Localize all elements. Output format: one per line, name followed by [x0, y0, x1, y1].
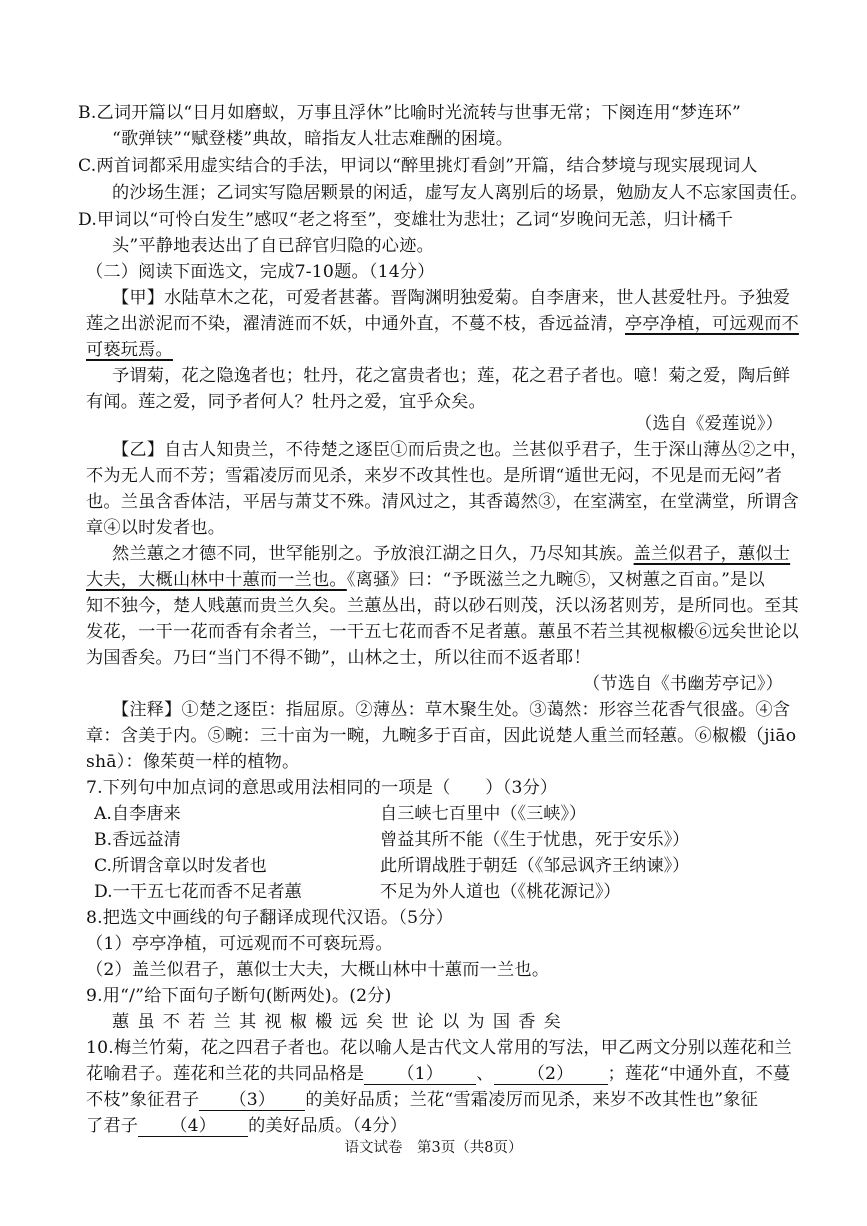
passage-yi-line-7: 知不独今，楚人贱蕙而贵兰久矣。兰蕙丛出，莳以砂石则茂，沃以汤茗则芳，是所同也。至其	[86, 596, 799, 616]
option-d-line-1: D.甲词以“可怜白发生”感叹“老之将至”，变雄壮为悲壮；乙词“岁晚问无恙，归计橘千	[78, 210, 734, 230]
passage-yi-line-2: 不为无人而不芳；雪霜凌厉而见杀，来岁不改其性也。是所谓“遁世无闷，不见是而无闷”者	[86, 466, 783, 486]
passage-jia-line-3	[86, 337, 798, 363]
passage-jia-line-4: 予谓菊，花之隐逸者也；牡丹，花之富贵者也；莲，花之君子者也。噫！菊之爱，陶后鲜	[112, 366, 791, 386]
q7-option-d-right: 不足为外人道也（《桃花源记》）	[380, 882, 621, 902]
q7-option-a-left: A.自李唐来	[94, 804, 181, 824]
passage-text: 莲之出淤泥而不染，濯清涟而不妖，中通外直，不蔓不枝，香远益清，	[86, 314, 626, 334]
question-8-part-1: （1）亭亭净植，可远观而不可亵玩焉。	[86, 934, 393, 954]
passage-text: 《离骚》曰：“予既滋兰之九畹⑤，又树蕙之百亩。”是以	[346, 570, 765, 590]
q7-option-a-right: 自三峡七百里中（《三峡》）	[380, 804, 587, 824]
answer-blank-2[interactable]: （2）	[494, 1064, 608, 1085]
section-heading: （二）阅读下面选文，完成7-10题。（14分）	[86, 262, 435, 282]
option-d-line-2: 头”平静地表达出了自已辞官归隐的心迹。	[112, 236, 434, 256]
option-c-line-2: 的沙场生涯；乙词实写隐居颗景的闲适，虚写友人离别后的场景，勉励友人不忘家国责任。	[112, 183, 808, 203]
passage-jia-line-2	[86, 311, 798, 337]
option-b-line-1: B.乙词开篇以“日月如磨蚁，万事且浮休”比喻时光流转与世事无常；下阕连用“梦连环”	[78, 103, 742, 123]
question-text: 花喻君子。莲花和兰花的共同品格是	[86, 1064, 365, 1084]
option-c-line-1: C.两首词都采用虚实结合的手法，甲词以“醉里挑灯看剑”开篇，结合梦境与现实展现词人	[78, 156, 758, 176]
q7-option-b-left: B.香远益清	[94, 830, 181, 850]
q7-option-b-right: 曾益其所不能（《生于忧患，死于安乐》）	[380, 830, 690, 850]
answer-blank-4[interactable]: （4）	[138, 1116, 248, 1137]
passage-yi-line-1: 【乙】自古人知贵兰，不待楚之逐臣①而后贵之也。兰甚似乎君子，生于深山薄丛②之中，	[112, 440, 808, 460]
passage-yi-line-3: 也。兰虽含香体洁，平居与萧艾不殊。清风过之，其香蔼然③，在室满室，在堂满堂，所谓含	[86, 492, 799, 512]
question-10-line-3	[86, 1087, 798, 1113]
passage-yi-source: （节选自《书幽芳亭记》）	[582, 674, 783, 694]
passage-text: 然兰蕙之才德不同，世罕能别之。予放浪江湖之日久，乃尽知其族。	[112, 544, 634, 564]
underlined-sentence-1b: 可亵玩焉。	[86, 340, 173, 360]
option-b-line-2: “歌弹铗”“赋登楼”典故，暗指友人壮志难酬的困境。	[112, 129, 514, 149]
q7-option-d-left: D.一干五七花而香不足者蕙	[94, 882, 302, 902]
question-text: 的美好品质；兰花“雪霜凌厉而见杀，来岁不改其性也”象征	[305, 1090, 758, 1110]
question-9-sentence: 蕙虽不若兰其视椒榝远矣世论以为国香矣	[112, 1012, 569, 1032]
annotation-line-2: 章：含美于内。⑤畹：三十亩为一畹，九畹多于百亩，因此说楚人重兰而轻蕙。⑥椒榝（jiāo	[86, 726, 797, 746]
passage-jia-source: （选自《爱莲说》）	[635, 414, 783, 434]
passage-yi-line-5	[112, 541, 798, 567]
question-text: 不枝”象征君子	[86, 1090, 200, 1110]
annotation-line-1: 【注释】①楚之逐臣：指屈原。②薄丛：草木聚生处。③蔼然：形容兰花香气很盛。④含	[112, 700, 791, 720]
underlined-sentence-1a: 亭亭净植，可远观而不	[625, 314, 799, 334]
page-footer: 语文试卷 第3页（共8页）	[344, 1140, 523, 1156]
answer-blank-3[interactable]: （3）	[199, 1090, 305, 1111]
question-9: 9.用“/”给下面句子断句(断两处)。(2分)	[86, 986, 392, 1006]
question-text: ；莲花“中通外直，不蔓	[607, 1064, 791, 1084]
passage-jia-line-1: 【甲】水陆草木之花，可爱者甚蕃。晋陶渊明独爱菊。自李唐来，世人甚爱牡丹。予独爱	[112, 288, 791, 308]
question-text: 了君子	[86, 1116, 139, 1136]
passage-yi-line-6	[86, 567, 798, 593]
question-text: 的美好品质。（4分）	[248, 1116, 408, 1136]
passage-yi-line-4: 章④以时发者也。	[86, 518, 226, 538]
q7-option-c-left: C.所谓含章以时发者也	[94, 856, 267, 876]
question-8: 8.把选文中画线的句子翻译成现代汉语。（5分）	[86, 908, 454, 928]
question-text: 、	[476, 1064, 494, 1084]
q7-option-c-right: 此所谓战胜于朝廷（《邹忌讽齐王纳谏》）	[380, 856, 690, 876]
annotation-line-3: shā）：像茱萸一样的植物。	[86, 752, 300, 772]
answer-blank-1[interactable]: （1）	[364, 1064, 476, 1085]
question-10-line-4	[86, 1113, 798, 1139]
question-7: 7.下列句中加点词的意思或用法相同的一项是（ ）（3分）	[86, 778, 558, 798]
question-10-line-2	[86, 1061, 798, 1087]
passage-yi-line-8: 发花，一干一花而香有余者兰，一干五七花而香不足者蕙。蕙虽不若兰其视椒榝⑥远矣世论以	[86, 622, 799, 642]
question-10-line-1: 10.梅兰竹菊，花之四君子者也。花以喻人是古代文人常用的写法，甲乙两文分别以莲花和兰	[86, 1038, 793, 1058]
passage-yi-line-9: 为国香矣。乃曰“当门不得不锄”，山林之士，所以往而不返者耶！	[86, 648, 591, 668]
passage-jia-line-5: 有闻。莲之爱，同予者何人？牡丹之爱，宜乎众矣。	[86, 392, 486, 412]
underlined-sentence-2a: 盖兰似君子，蕙似士	[633, 544, 791, 564]
underlined-sentence-2b: 大夫，大概山林中十蕙而一兰也。	[86, 570, 347, 590]
question-8-part-2: （2）盖兰似君子，蕙似士大夫，大概山林中十蕙而一兰也。	[86, 960, 550, 980]
